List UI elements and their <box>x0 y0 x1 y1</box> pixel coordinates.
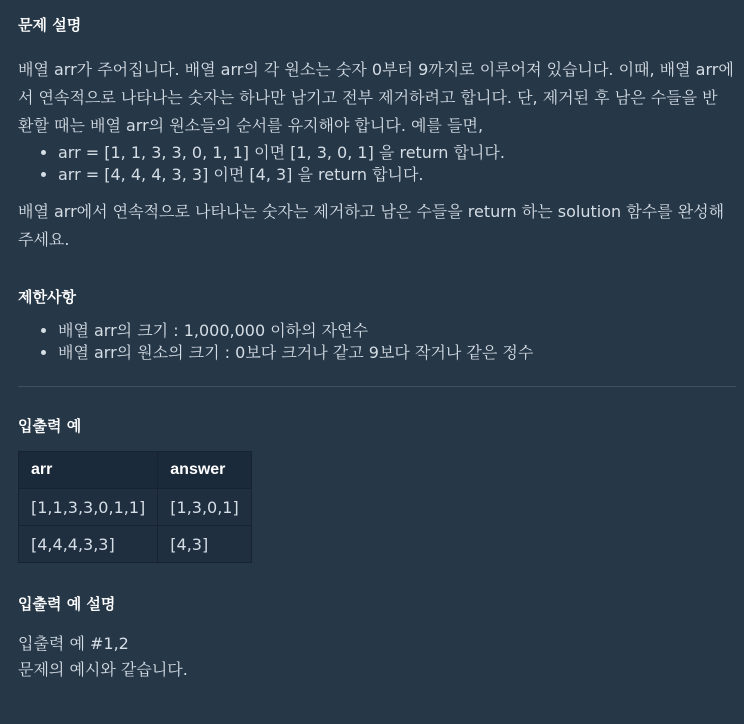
section-divider <box>18 386 736 387</box>
table-row <box>19 489 252 526</box>
table-header-row <box>19 452 252 489</box>
problem-paragraph-2 <box>18 198 736 254</box>
io-example-table <box>18 451 252 563</box>
table-row <box>19 526 252 563</box>
problem-paragraph-1-line-3: 환할 때는 배열 arr의 원소들의 순서를 유지해야 합니다. 예를 들면, <box>18 116 484 135</box>
column-header-answer: answer <box>158 452 251 489</box>
limits-title: 제한사항 <box>18 288 76 306</box>
table-cell-answer: [4,3] <box>158 526 251 563</box>
io-example-title: 입출력 예 <box>18 417 82 435</box>
io-explanation-body <box>18 631 736 683</box>
io-explanation-subtitle: 입출력 예 #1,2 <box>18 634 129 653</box>
table-cell-answer: [1,3,0,1] <box>158 489 251 526</box>
problem-paragraph-1 <box>18 56 736 140</box>
limits-list <box>18 320 736 364</box>
io-explanation-title: 입출력 예 설명 <box>18 595 116 613</box>
table-cell-arr: [1,1,3,3,0,1,1] <box>19 489 158 526</box>
problem-paragraph-1-line-1: 배열 arr가 주어집니다. 배열 arr의 각 원소는 숫자 0부터 9까지로 이루어져 있습니다. 이때, 배열 arr에 <box>18 60 734 79</box>
example-item: • arr = [4, 4, 4, 3, 3] 이면 [4, 3] 을 return 합니다. <box>58 164 736 186</box>
table-cell-arr: [4,4,4,3,3] <box>19 526 158 563</box>
problem-paragraph-1-line-2: 서 연속적으로 나타나는 숫자는 하나만 남기고 전부 제거하려고 합니다. 단, 제거된 후 남은 수들을 반 <box>18 88 718 107</box>
problem-paragraph-2-line-1: 배열 arr에서 연속적으로 나타나는 숫자는 제거하고 남은 수들을 return 하는 solution 함수를 완성해 <box>18 202 725 221</box>
column-header-arr: arr <box>19 452 158 489</box>
problem-title: 문제 설명 <box>18 16 82 34</box>
limit-item: • 배열 arr의 크기 : 1,000,000 이하의 자연수 <box>58 320 736 342</box>
problem-paragraph-2-line-2: 주세요. <box>18 230 70 249</box>
problem-description-panel <box>18 12 736 683</box>
limit-item: • 배열 arr의 원소의 크기 : 0보다 크거나 같고 9보다 작거나 같은 정수 <box>58 342 736 364</box>
examples-list <box>18 142 736 186</box>
example-item: • arr = [1, 1, 3, 3, 0, 1, 1] 이면 [1, 3, 0, 1] 을 return 합니다. <box>58 142 736 164</box>
io-explanation-text: 문제의 예시와 같습니다. <box>18 660 188 679</box>
